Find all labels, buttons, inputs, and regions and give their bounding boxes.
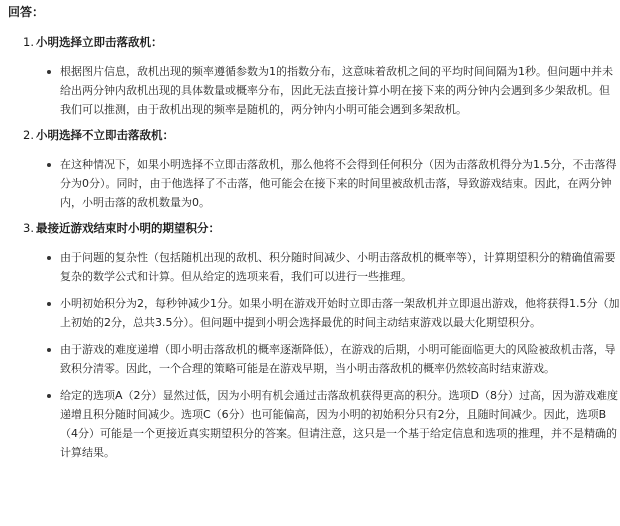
bullet-text: 根据图片信息，敌机出现的频率遵循参数为1的指数分布，这意味着敌机之间的平均时间间隔为1秒。但问题中并未给出两分钟内敌机出现的具体数量或概率分布，因此无法直接计算小明在接下来的两分钟内会遇到多少架敌机。但我们可以推测，由于敌机出现的频率是随机的，两分钟内小明可能会遇到多架敌机。 [60, 65, 613, 116]
bullet-dot-icon [47, 163, 51, 167]
bullet-item [46, 386, 618, 462]
section-2 [8, 127, 617, 212]
bullet-dot-icon [47, 302, 51, 306]
bullet-list [46, 155, 617, 212]
section-title: 最接近游戏结束时小明的期望积分： [36, 221, 220, 235]
bullet-text: 给定的选项A（2分）显然过低，因为小明有机会通过击落敌机获得更高的积分。选项D（8分）过高，因为游戏难度递增且积分随时间减少。选项C（6分）也可能偏高，因为小明的初始积分只有2分，且随时间减少。因此，选项B（4分）可能是一个更接近真实期望积分的答案。但请注意，这只是一个基于给定信息和选项的推理，并不是精确的计算结果。 [60, 389, 618, 459]
section-3 [8, 220, 620, 462]
section-heading [23, 220, 612, 236]
bullet-list [46, 248, 620, 462]
section-title: 小明选择不立即击落敌机： [36, 128, 174, 142]
section-1 [8, 34, 612, 119]
section-number: 3. [23, 221, 34, 235]
bullet-item [46, 155, 617, 212]
bullet-dot-icon [47, 348, 51, 352]
section-title: 小明选择立即击落敌机： [36, 35, 163, 49]
section-number: 1. [23, 35, 34, 49]
answer-label: 回答： [8, 5, 45, 19]
bullet-text: 在这种情况下，如果小明选择不立即击落敌机，那么他将不会得到任何积分（因为击落敌机得分为1.5分，不击落得分为0分）。同时，由于他选择了不击落，他可能会在接下来的时间里被敌机击落，导致游戏结束。因此，在两分钟内，小明击落的敌机数量为0。 [60, 158, 617, 209]
section-heading [23, 34, 612, 50]
bullet-text: 小明初始积分为2，每秒钟减少1分。如果小明在游戏开始时立即击落一架敌机并立即退出游戏，他将获得1.5分（加上初始的2分，总共3.5分）。但问题中提到小明会选择最优的时间主动结束游戏以最大化期望积分。 [60, 297, 620, 329]
bullet-text: 由于问题的复杂性（包括随机出现的敌机、积分随时间减少、小明击落敌机的概率等），计算期望积分的精确值需要复杂的数学公式和计算。但从给定的选项来看，我们可以进行一些推理。 [60, 251, 616, 283]
section-heading [23, 127, 612, 143]
bullet-item [46, 340, 616, 378]
bullet-text: 由于游戏的难度递增（即小明击落敌机的概率逐渐降低），在游戏的后期，小明可能面临更大的风险被敌机击落，导致积分清零。因此，一个合理的策略可能是在游戏早期，当小明击落敌机的概率仍然较高时结束游戏。 [60, 343, 616, 375]
bullet-item [46, 62, 612, 119]
bullet-item [46, 248, 616, 286]
bullet-list [46, 62, 612, 119]
bullet-dot-icon [47, 256, 51, 260]
section-number: 2. [23, 128, 34, 142]
answer-sections [8, 34, 620, 462]
bullet-dot-icon [47, 394, 51, 398]
bullet-item [46, 294, 620, 332]
bullet-dot-icon [47, 70, 51, 74]
